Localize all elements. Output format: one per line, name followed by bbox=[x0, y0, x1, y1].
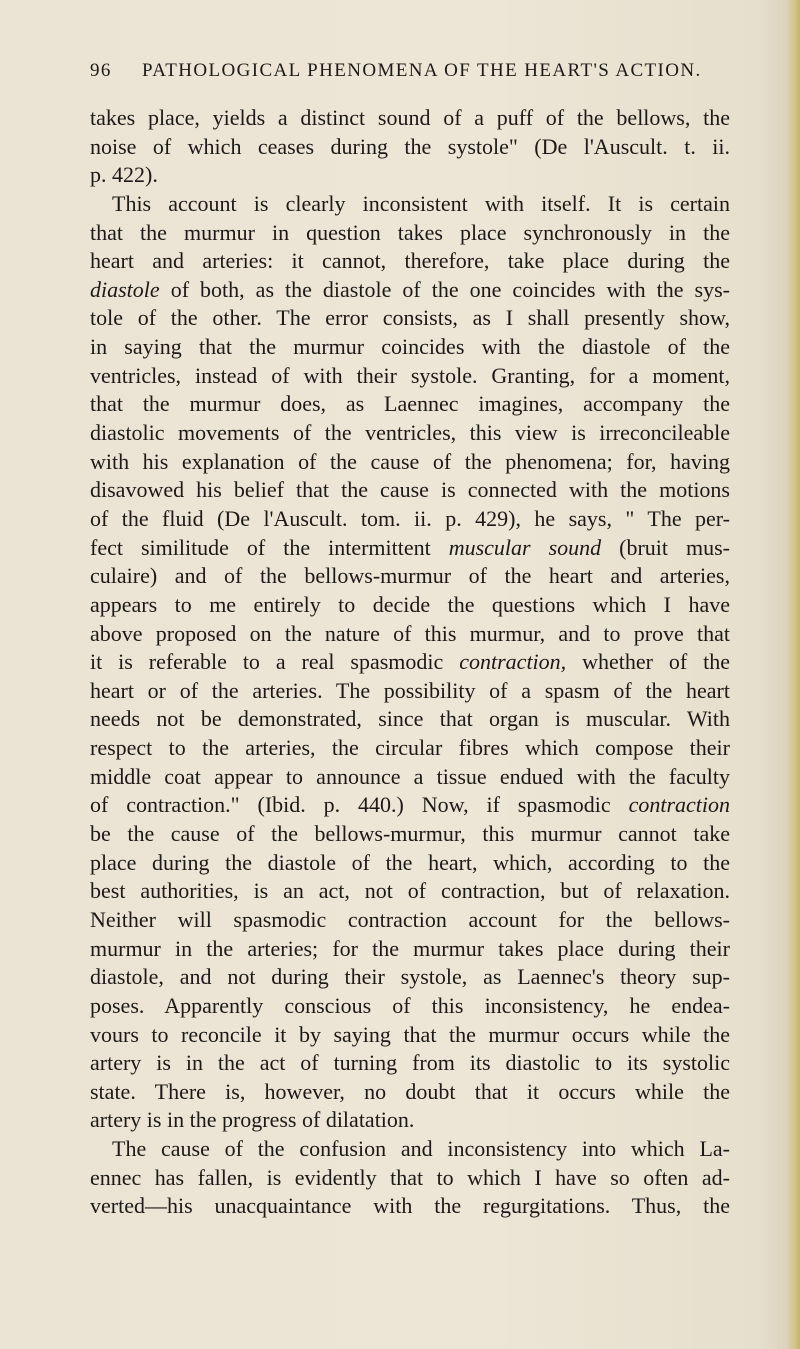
text-line bbox=[90, 476, 730, 505]
text-line bbox=[90, 247, 730, 276]
text-segment: respect to the arteries, the circular fibres which compose their bbox=[90, 735, 730, 761]
text-line bbox=[90, 906, 730, 935]
text-line bbox=[90, 1049, 730, 1078]
text-segment: p. 422). bbox=[90, 162, 158, 188]
text-segment: needs not be demonstrated, since that organ is muscular. With bbox=[90, 706, 730, 732]
text-segment: that the murmur does, as Laennec imagines, accompany the bbox=[90, 391, 730, 417]
text-segment: heart or of the arteries. The possibility of a spasm of the heart bbox=[90, 677, 730, 703]
text-segment: appears to me entirely to decide the questions which I have bbox=[90, 591, 730, 617]
text-line bbox=[90, 877, 730, 906]
text-segment: of the fluid (De l'Auscult. tom. ii. p. 429), he says, " The per- bbox=[90, 505, 730, 531]
text-segment: it is referable to a real spasmodic bbox=[90, 649, 460, 675]
page-edge bbox=[786, 0, 800, 1349]
text-line bbox=[90, 276, 730, 305]
text-segment: vours to reconcile it by saying that the murmur occurs while the bbox=[90, 1021, 730, 1047]
text-line bbox=[90, 849, 730, 878]
italic-text: diastole bbox=[90, 276, 160, 302]
text-segment: culaire) and of the bellows-murmur of the heart and arteries, bbox=[90, 563, 730, 589]
text-segment: (bruit mus- bbox=[601, 534, 730, 560]
text-segment: heart and arteries: it cannot, therefore, take place during the bbox=[90, 248, 730, 274]
text-line bbox=[90, 562, 730, 591]
text-line bbox=[90, 734, 730, 763]
text-line bbox=[90, 448, 730, 477]
text-segment: diastolic movements of the ventricles, this view is irreconcileable bbox=[90, 420, 730, 446]
text-line bbox=[90, 104, 730, 133]
text-line bbox=[90, 419, 730, 448]
text-line bbox=[90, 620, 730, 649]
text-segment: middle coat appear to announce a tissue endued with the faculty bbox=[90, 763, 730, 789]
text-segment: This account is clearly inconsistent with itself. It is certain bbox=[112, 190, 730, 216]
text-line bbox=[90, 1135, 730, 1164]
text-segment: The cause of the confusion and inconsistency into which La- bbox=[112, 1136, 730, 1162]
text-segment: above proposed on the nature of this murmur, and to prove that bbox=[90, 620, 730, 646]
text-line bbox=[90, 161, 730, 190]
text-line bbox=[90, 190, 730, 219]
text-segment: fect similitude of the intermittent bbox=[90, 534, 449, 560]
text-line bbox=[90, 935, 730, 964]
text-line bbox=[90, 390, 730, 419]
body-text bbox=[90, 104, 730, 1221]
text-segment: ventricles, instead of with their systole. Granting, for a moment, bbox=[90, 362, 730, 388]
text-line bbox=[90, 763, 730, 792]
running-title: PATHOLOGICAL PHENOMENA OF THE HEART'S ACTION. bbox=[142, 60, 702, 81]
text-line bbox=[90, 963, 730, 992]
text-segment: Neither will spasmodic contraction account for the bellows- bbox=[90, 906, 730, 932]
text-line bbox=[90, 1021, 730, 1050]
text-segment: murmur in the arteries; for the murmur takes place during their bbox=[90, 935, 730, 961]
text-line bbox=[90, 362, 730, 391]
text-line bbox=[90, 1192, 730, 1221]
text-line bbox=[90, 1164, 730, 1193]
italic-text: muscular sound bbox=[448, 534, 602, 560]
text-line bbox=[90, 591, 730, 620]
text-segment: diastole, and not during their systole, as Laennec's theory sup- bbox=[90, 964, 730, 990]
text-segment: place during the diastole of the heart, which, according to the bbox=[90, 849, 730, 875]
text-line bbox=[90, 304, 730, 333]
text-segment: be the cause of the bellows-murmur, this murmur cannot take bbox=[90, 821, 730, 847]
text-segment: artery is in the progress of dilatation. bbox=[90, 1107, 415, 1133]
text-line bbox=[90, 1078, 730, 1107]
text-segment: verted—his unacquaintance with the regurgitations. Thus, the bbox=[90, 1193, 730, 1219]
text-segment: ennec has fallen, is evidently that to which I have so often ad- bbox=[90, 1164, 730, 1190]
text-line bbox=[90, 219, 730, 248]
text-line bbox=[90, 133, 730, 162]
running-header bbox=[90, 60, 710, 90]
text-segment: disavowed his belief that the cause is connected with the motions bbox=[90, 477, 730, 503]
text-segment: of contraction." (Ibid. p. 440.) Now, if spasmodic bbox=[90, 792, 629, 818]
text-line bbox=[90, 677, 730, 706]
text-segment: poses. Apparently conscious of this inconsistency, he endea- bbox=[90, 992, 730, 1018]
text-line bbox=[90, 992, 730, 1021]
text-segment: state. There is, however, no doubt that it occurs while the bbox=[90, 1078, 730, 1104]
text-segment: best authorities, is an act, not of contraction, but of relaxation. bbox=[90, 878, 730, 904]
text-segment: with his explanation of the cause of the phenomena; for, having bbox=[90, 448, 730, 474]
text-line bbox=[90, 791, 730, 820]
italic-text: contraction bbox=[628, 792, 730, 818]
text-line bbox=[90, 534, 730, 563]
text-segment: takes place, yields a distinct sound of a puff of the bellows, the bbox=[90, 105, 730, 130]
text-line bbox=[90, 333, 730, 362]
text-segment: that the murmur in question takes place synchronously in the bbox=[90, 219, 730, 245]
text-segment: whether of the bbox=[566, 649, 730, 675]
text-segment: in saying that the murmur coincides with the diastole of the bbox=[90, 334, 730, 360]
text-line bbox=[90, 1106, 730, 1135]
text-line bbox=[90, 705, 730, 734]
text-segment: tole of the other. The error consists, as I shall presently show, bbox=[90, 305, 730, 331]
text-line bbox=[90, 820, 730, 849]
page-number: 96 bbox=[90, 60, 112, 81]
text-segment: artery is in the act of turning from its diastolic to its systolic bbox=[90, 1050, 730, 1076]
text-segment: noise of which ceases during the systole" (De l'Auscult. t. ii. bbox=[90, 133, 730, 159]
text-segment: of both, as the diastole of the one coincides with the sys- bbox=[159, 276, 730, 302]
text-line bbox=[90, 648, 730, 677]
text-line bbox=[90, 505, 730, 534]
italic-text: contraction, bbox=[459, 649, 567, 675]
